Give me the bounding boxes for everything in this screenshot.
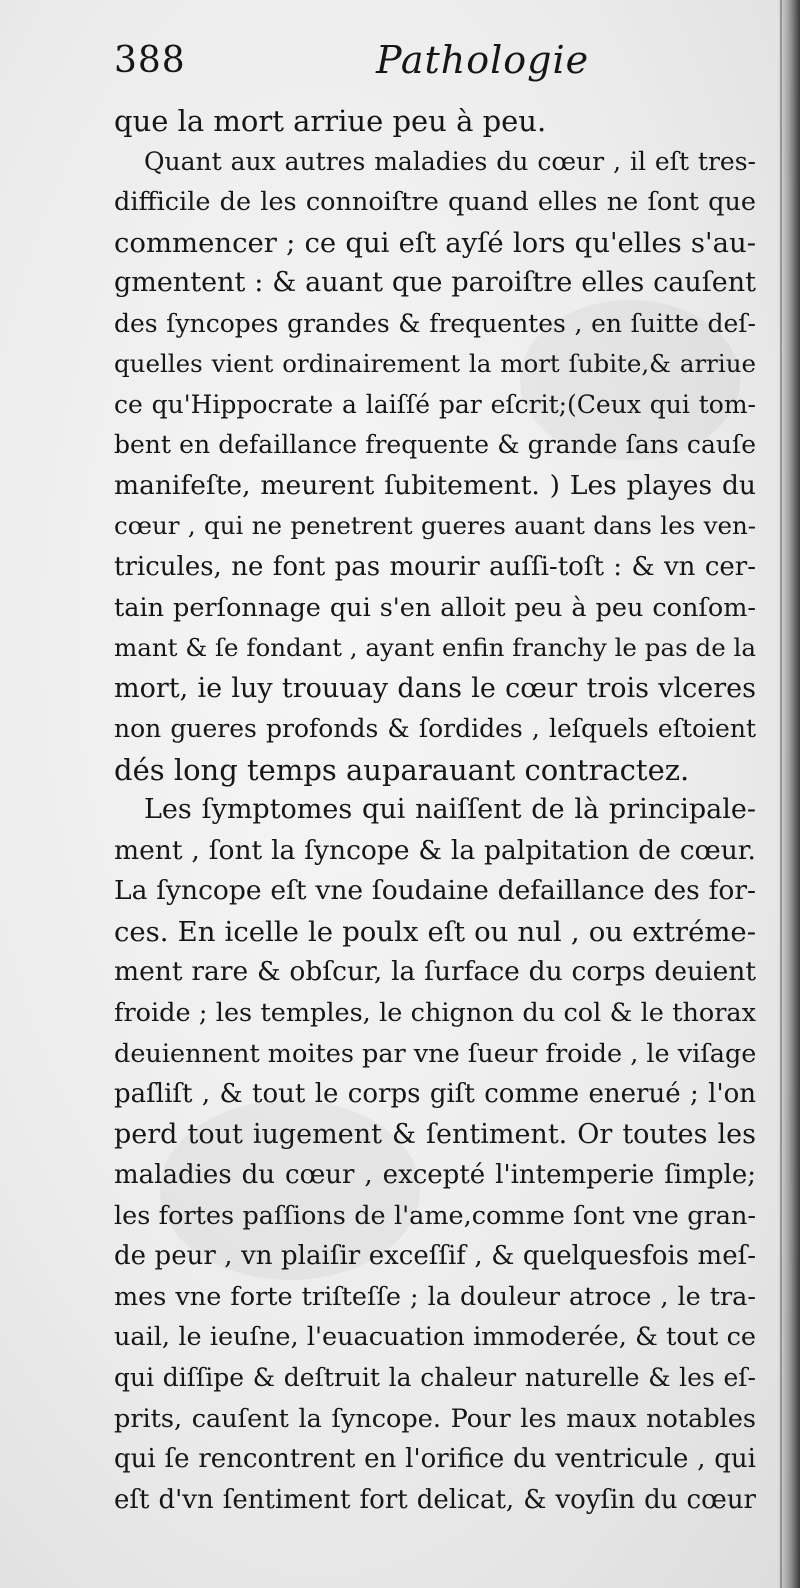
- text-line: perd tout iugement & ſentiment. Or toutes les: [114, 1118, 756, 1150]
- running-head: [114, 34, 590, 94]
- text-line: de peur , vn plaiſir exceſſif , & quelquesfois meſ-: [114, 1241, 756, 1272]
- text-line: prits, cauſent la ſyncope. Pour les maux notables: [114, 1403, 756, 1434]
- text-line: les fortes paſſions de l'ame,comme ſont vne gran-: [114, 1200, 756, 1231]
- text-line: manifeſte, meurent ſubitement. ) Les playes du: [114, 469, 756, 501]
- text-line: tricules, ne font pas mourir auſſi-toſt : & vn cer-: [114, 552, 756, 583]
- text-line: La ſyncope eſt vne ſoudaine defaillance des for-: [114, 875, 756, 907]
- text-line: maladies du cœur , excepté l'intemperie ſimple;: [114, 1160, 756, 1191]
- text-line: paſliſt , & tout le corps giſt comme enerué ; l'on: [114, 1079, 756, 1110]
- text-line: ce qu'Hippocrate a laiſſé par eſcrit;(Ceux qui tom-: [114, 389, 756, 419]
- text-line: ment rare & obſcur, la ſurface du corps deuient: [114, 956, 756, 988]
- text-line: cœur , qui ne penetrent gueres auant dans les ven-: [114, 511, 756, 541]
- text-line: non gueres profonds & ſordides , leſquels eſtoient: [114, 714, 756, 744]
- page-title: Pathologie: [376, 38, 590, 82]
- text-line: froide ; les temples, le chignon du col & le thorax: [114, 998, 756, 1029]
- text-line: mant & ſe fondant , ayant enfin franchy le pas de la: [114, 633, 756, 663]
- text-line: mort, ie luy trouuay dans le cœur trois vlceres: [114, 672, 756, 704]
- text-line: commencer ; ce qui eſt ayſé lors qu'elles s'au-: [114, 226, 756, 259]
- page-number: 388: [114, 40, 186, 81]
- text-line: des ſyncopes grandes & frequentes , en ſuitte deſ-: [114, 308, 756, 338]
- text-line: que la mort arriue peu à peu.: [114, 104, 547, 138]
- binding-edge: [780, 0, 782, 1588]
- text-line: dés long temps auparauant contractez.: [114, 752, 690, 787]
- text-line: difficile de les connoiſtre quand elles ne ſont que: [114, 187, 756, 218]
- text-line: deuiennent moites par vne ſueur froide , le viſage: [114, 1038, 756, 1069]
- text-line: bent en defaillance frequente & grande ſans cauſe: [114, 430, 756, 460]
- text-line: mes vne forte triſteſſe ; la douleur atroce , le tra-: [114, 1281, 756, 1312]
- text-line: Les ſymptomes qui naiſſent de là principale-: [144, 794, 756, 826]
- text-line: quelles vient ordinairement la mort ſubite,& arriue: [114, 349, 756, 379]
- text-line: Quant aux autres maladies du cœur , il eſt tres-: [144, 146, 756, 176]
- text-line: uail, le ieuſne, l'euacuation immoderée, & tout ce: [114, 1322, 756, 1353]
- text-line: qui ſe rencontrent en l'orifice du ventricule , qui: [114, 1444, 756, 1475]
- text-line: eſt d'vn ſentiment fort delicat, & voyſin du cœur: [114, 1484, 756, 1515]
- text-line: ment , ſont la ſyncope & la palpitation de cœur.: [114, 834, 756, 866]
- text-line: ces. En icelle le poulx eſt ou nul , ou extréme-: [114, 915, 756, 948]
- text-line: gmentent : & auant que paroiſtre elles cauſent: [114, 267, 756, 299]
- body-text: [114, 101, 756, 1520]
- text-line: tain perſonnage qui s'en alloit peu à peu conſom-: [114, 592, 756, 623]
- text-line: qui diſſipe & deſtruit la chaleur naturelle & les eſ-: [114, 1362, 756, 1392]
